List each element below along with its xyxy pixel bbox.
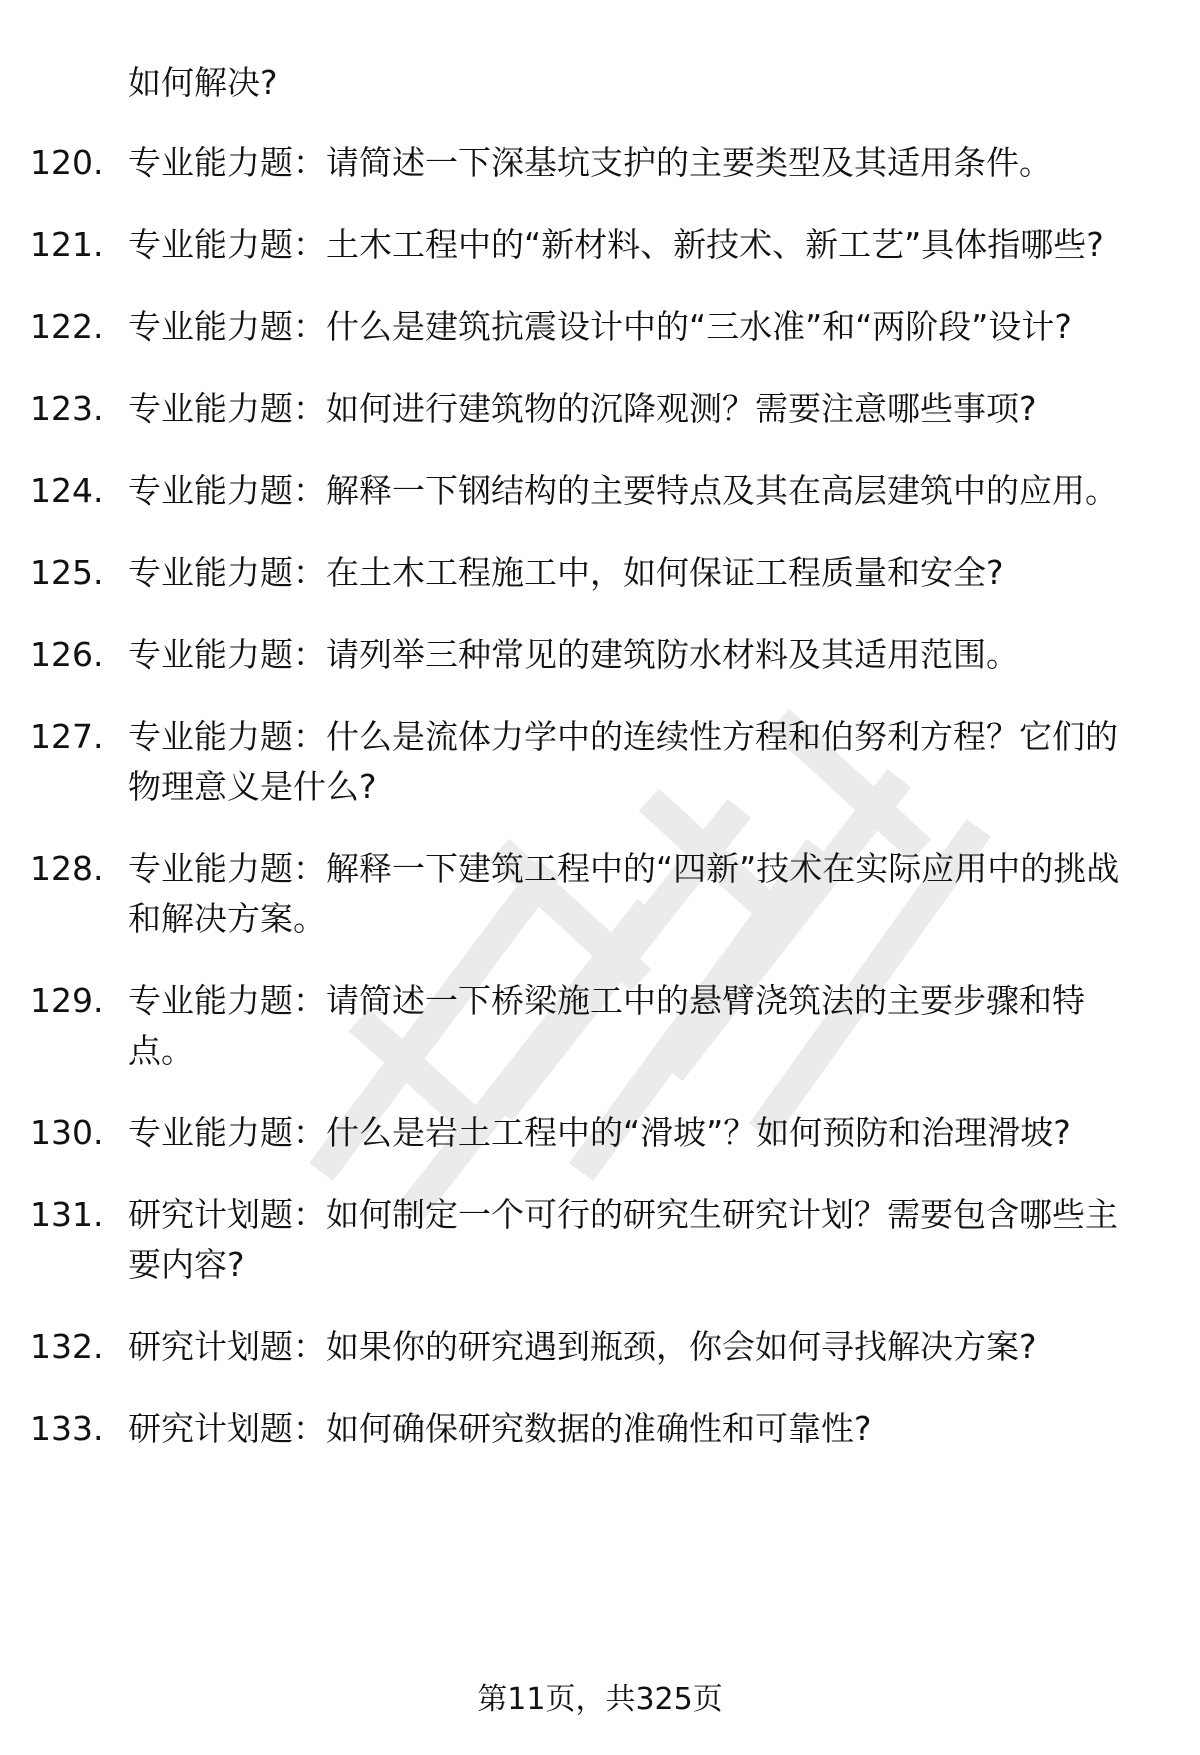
question-item [30,302,1140,352]
question-item [30,1108,1140,1158]
question-item [30,1404,1140,1454]
question-number: 133. [30,1409,104,1448]
question-number: 121. [30,225,104,264]
question-number: 126. [30,635,104,674]
question-text: 专业能力题：请简述一下深基坑支护的主要类型及其适用条件。 [128,143,1052,182]
question-number: 124. [30,471,104,510]
question-text: 专业能力题：什么是岩土工程中的“滑坡”？如何预防和治理滑坡? [128,1113,1071,1152]
question-list [30,138,1140,1486]
question-text: 研究计划题：如何确保研究数据的准确性和可靠性? [128,1409,872,1448]
question-item [30,844,1140,944]
question-number: 129. [30,981,104,1020]
question-text: 专业能力题：请简述一下桥梁施工中的悬臂浇筑法的主要步骤和特点。 [128,981,1085,1070]
question-item [30,138,1140,188]
question-item [30,976,1140,1076]
question-item [30,630,1140,680]
question-item [30,1190,1140,1290]
question-number: 122. [30,307,104,346]
question-text: 专业能力题：解释一下建筑工程中的“四新”技术在实际应用中的挑战和解决方案。 [128,849,1120,938]
question-number: 128. [30,849,104,888]
question-text: 专业能力题：如何进行建筑物的沉降观测？需要注意哪些事项? [128,389,1037,428]
question-number: 127. [30,717,104,756]
question-item [30,1322,1140,1372]
question-number: 125. [30,553,104,592]
question-item [30,220,1140,270]
question-item [30,548,1140,598]
question-number: 131. [30,1195,104,1234]
continuation-text: 如何解决? [128,63,278,102]
question-text: 研究计划题：如果你的研究遇到瓶颈，你会如何寻找解决方案? [128,1327,1037,1366]
question-number: 123. [30,389,104,428]
question-text: 专业能力题：土木工程中的“新材料、新技术、新工艺”具体指哪些? [128,225,1104,264]
question-text: 研究计划题：如何制定一个可行的研究生研究计划？需要包含哪些主要内容? [128,1195,1118,1284]
question-text: 专业能力题：在土木工程施工中，如何保证工程质量和安全? [128,553,1004,592]
question-text: 专业能力题：解释一下钢结构的主要特点及其在高层建筑中的应用。 [128,471,1118,510]
question-text: 专业能力题：什么是建筑抗震设计中的“三水准”和“两阶段”设计? [128,307,1072,346]
question-item [30,384,1140,434]
question-item [30,466,1140,516]
question-text: 专业能力题：请列举三种常见的建筑防水材料及其适用范围。 [128,635,1019,674]
question-item [30,712,1140,812]
question-number: 132. [30,1327,104,1366]
page-footer: 第11页，共325页 [477,1682,723,1717]
question-number: 130. [30,1113,104,1152]
question-text: 专业能力题：什么是流体力学中的连续性方程和伯努利方程？它们的物理意义是什么? [128,717,1118,806]
question-number: 120. [30,143,104,182]
